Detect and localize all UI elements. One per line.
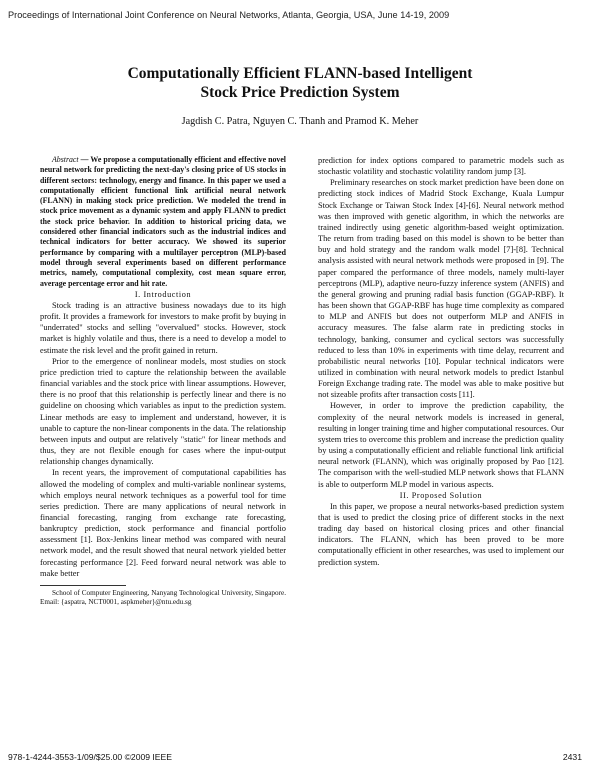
isbn-footer: 978-1-4244-3553-1/09/$25.00 ©2009 IEEE bbox=[8, 752, 173, 762]
abstract-text: — We propose a computationally efficient and effective novel neural network for predicting the next-day's closing price of US stocks in different sectors: technology, energy and finance. In this paper we used a computationally efficient functional link artificial neural network (FLANN) in making stock price prediction. We modeled the trend in stock price movement as a dynamic system and apply FLANN to predict the stock price behavior. In addition to historical pricing data, we considered other financial indicators such as the industrial indices and technical indicators for better accuracy. We showed its superior performance by comparing with a multilayer perceptron (MLP)-based model through several experiments based on different performance metrics, namely, computational complexity, cost mean square error, average percentage error and hit rate. bbox=[40, 155, 286, 288]
intro-paragraph-1: Stock trading is an attractive business nowadays due to its high profit. It provides a framework for investors to make profit by buying in "underrated" stocks and selling "overvalued" stocks. However, stock market is highly volatile and thus, there is a need to develop a model to estimate the risk level and the profit gained in return. bbox=[40, 301, 286, 355]
footnote-rule bbox=[40, 585, 126, 586]
section-heading-proposed-solution: II. Proposed Solution bbox=[399, 490, 483, 500]
intro-paragraph-2: Prior to the emergence of nonlinear models, most studies on stock price prediction tried to capture the relationship between the available financial variables and the stock price with linear assumptions. However, there is no proof that this relationship is perfectly linear and there is no guideline on choosing which variables as input to the prediction system. Linear methods are easy to implement and understand, however, it is unable to capture the non-linear components in the data. The relationship between inputs and output are relatively "static" for linear methods and thus, they are not flexible enough for cases where the input-output relationship changes dynamically. bbox=[40, 356, 286, 467]
right-paragraph-1: prediction for index options compared to parametric models such as stochastic volatility and stochastic volatility random jump [3]. bbox=[318, 156, 564, 177]
right-paragraph-3: However, in order to improve the prediction capability, the complexity of the neural network models is increased in general, resulting in longer training time and higher computational resources. Our system tries to overcome this problem and increase the prediction quality by using a computationally efficient and reliable functional link artificial neural network (FLANN), which was originally proposed by Pao [12]. The comparison with the well-studied MLP network shows that FLANN is able to outperform MLP model in various aspects. bbox=[318, 401, 564, 489]
right-column bbox=[318, 155, 564, 568]
conference-header: Proceedings of International Joint Conference on Neural Networks, Atlanta, Georgia, USA, June 14-19, 2009 bbox=[8, 10, 450, 20]
author-list: Jagdish C. Patra, Nguyen C. Thanh and Pramod K. Meher bbox=[181, 116, 419, 127]
proposed-paragraph-1: In this paper, we propose a neural networks-based prediction system that is used to predict the closing price of different stocks in the next trading day based on historical closing prices and other financial indicators. The FLANN, which has been proved to be more computationally efficient in other researches, was used to implement our prediction system. bbox=[318, 501, 564, 567]
left-column bbox=[40, 155, 286, 607]
title-line-1: Computationally Efficient FLANN-based Intelligent bbox=[127, 65, 473, 82]
abstract bbox=[40, 155, 286, 289]
intro-paragraph-3: In recent years, the improvement of computational capabilities has allowed the modeling of complex and multi-variable nonlinear systems, which employs neural network techniques as a powerful tool for time series prediction. There are many applications of neural network in financial forecasting, ranging from exchange rate forecasting, bankruptcy prediction, stock performance and financial portfolio assessment [1]. Box-Jenkins linear method was compared with neural network model, and the result showed that neural network yielded better forecasting performance [2]. Feed forward neural network was able to make better bbox=[40, 468, 286, 578]
title-line-2: Stock Price Prediction System bbox=[200, 84, 400, 101]
abstract-lead: Abstract bbox=[52, 155, 79, 164]
right-paragraph-2: Preliminary researches on stock market prediction have been done on predicting stock indices of Madrid Stock Exchange, Kuala Lumpur Stock Exchange or Taiwan Stock Index [4]-[6]. Neural network method was then improved with genetic algorithm, in which the networks are trained indirectly using genetic algorithm-based weight optimization. The return from trading based on this model is shown to be better than buy and hold strategy and the random walk model [7]-[8]. Technical analysis assisted with neural network methods were proposed in [9]. The paper compared the performance of three models, namely multi-layer perceptrons (MLP), adaptive neuro-fuzzy inference system (ANFIS) and the general growing and pruning radial basis function (GGAP-RBF). It has been shown that GGAP-RBF has huge time complexity as compared to MLP and ANFIS but does not outperform MLP and ANFIS in accuracy measures. The false alarm rate in predicting stocks in technology, banking, consumer and cyclical sectors was successfully reduced to less than 10% in experiments with time delay, recurrent and probabilistic neural networks [10]. Popular technical indicators were utilized in combination with neural network models to predict Istanbul Foreign Exchange trading rate. The model was able to make positive but not sizeable profits after transaction costs [11]. bbox=[318, 178, 564, 400]
affiliation-footnote: School of Computer Engineering, Nanyang Technological University, Singapore. Email: {aspatra, NCT0001, aspkmeher}@ntu.edu.sg bbox=[40, 588, 286, 606]
paper-title bbox=[60, 64, 540, 102]
page-number: 2431 bbox=[562, 752, 582, 762]
section-heading-introduction: I. Introduction bbox=[134, 289, 192, 299]
